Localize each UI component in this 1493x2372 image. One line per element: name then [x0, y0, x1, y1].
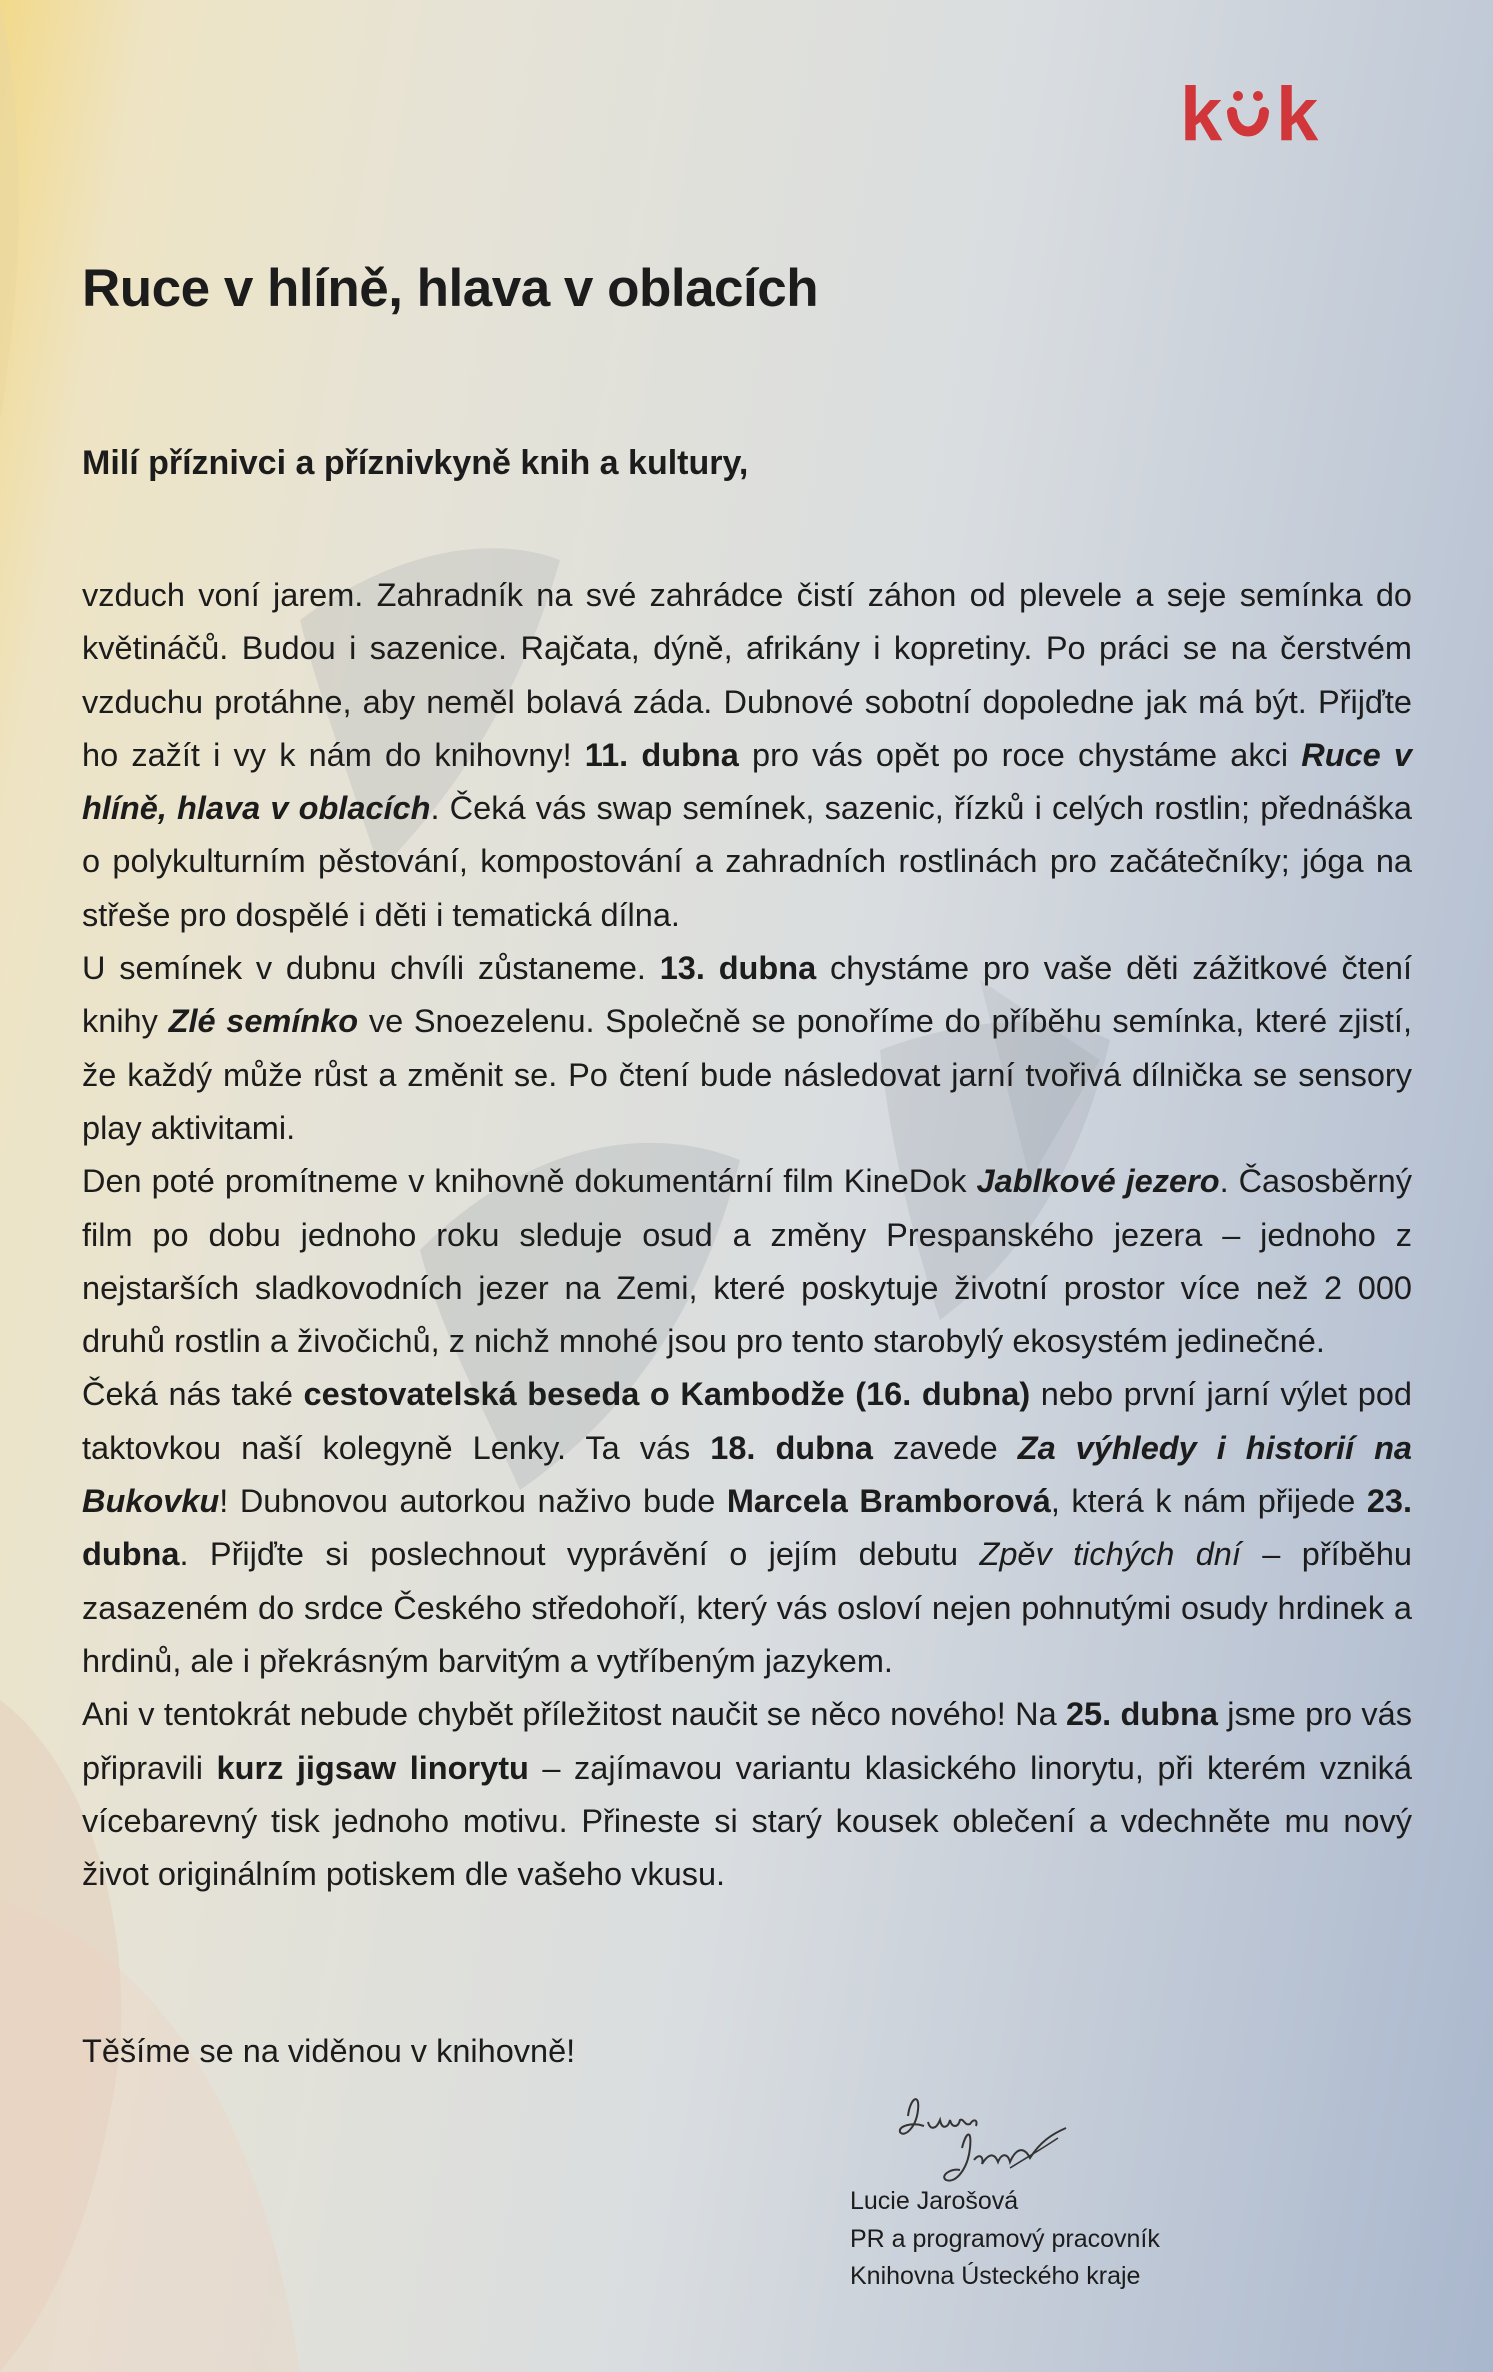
- signer-organization: Knihovna Ústeckého kraje: [850, 2262, 1141, 2290]
- greeting: Milí příznivci a příznivkyně knih a kultury,: [82, 444, 749, 482]
- text-span: pro vás opět po roce chystáme akci: [738, 736, 1302, 773]
- event-date: 18. dubna: [710, 1429, 873, 1466]
- paragraph-travel-author-events: [82, 1368, 1412, 1688]
- kuk-logo-text-end: k: [1276, 78, 1319, 148]
- paragraph-reading-event: [82, 942, 1412, 1155]
- text-span: zavede: [872, 1429, 1018, 1466]
- smile-logo-icon: [1232, 112, 1264, 132]
- logo-eye-left: [1233, 91, 1243, 101]
- text-span: Den poté promítneme v knihovně dokumentární film KineDok: [82, 1163, 977, 1200]
- signer-name: Lucie Jarošová: [850, 2187, 1019, 2215]
- paragraph-workshop-event: [82, 1688, 1412, 1901]
- page-title: Ruce v hlíně, hlava v oblacích: [82, 259, 819, 318]
- letter-body: [82, 569, 1412, 1901]
- text-span: vzduch voní jarem. Zahradník na své zahrádce čistí záhon od plevele a seje semínka do květináčů. Budou i sazenice. Rajčata, dýně, afrikány i kopretiny. Po práci se na čerstvém vzduchu protáhne, aby neměl bolavá záda. Dubnové sobotní dopoledne jak má být. Přijďte ho zažít i vy k nám do knihovny!: [82, 577, 1412, 773]
- event-highlight: cestovatelská beseda o Kambodže (16. dubna): [303, 1376, 1031, 1413]
- text-span: , která k nám přijede: [1050, 1483, 1367, 1520]
- book-title: Zlé semínko: [168, 1003, 359, 1040]
- text-span: . Časosběrný film po dobu jednoho roku sleduje osud a změny Prespanského jezera – jednoho z nejstarších sladkovodních jezer na Zemi, které poskytuje životní prostor více než 2 000 druhů rostlin a živočichů, z nichž mnohé jsou pro tento starobylý ekosystém jedinečné.: [82, 1163, 1412, 1360]
- trip-title: Za výhledy i historií na Bukovku: [82, 1429, 1412, 1520]
- text-span: nebo první jarní výlet pod taktovkou naší kolegyně Lenky. Ta vás: [82, 1376, 1412, 1466]
- text-span: Čeká nás také: [82, 1376, 304, 1413]
- kuk-logo: [1180, 78, 1340, 148]
- kuk-logo-text: k: [1180, 78, 1223, 148]
- signer-role: PR a programový pracovník: [850, 2224, 1160, 2253]
- event-date: 25. dubna: [1065, 1696, 1218, 1733]
- text-span: . Čeká vás swap semínek, sazenic, řízků i celých rostlin; přednáška o polykulturním pěstování, kompostování a zahradních rostlinách pro začátečníky; jóga na střeše pro dospělé i děti i tematická dílna.: [82, 790, 1412, 933]
- text-span: ! Dubnovou autorkou naživo bude: [219, 1483, 727, 1520]
- logo-eye-right: [1253, 91, 1263, 101]
- event-title: Ruce v hlíně, hlava v oblacích: [82, 736, 1412, 827]
- text-span: – příběhu zasazeném do srdce Českého středohoří, který vás osloví nejen pohnutými osudy hrdinek a hrdinů, ale i překrásným barvitým a vytříbeným jazykem.: [82, 1536, 1412, 1679]
- paragraph-garden-event: [82, 569, 1412, 942]
- workshop-title: kurz jigsaw linorytu: [216, 1749, 529, 1786]
- film-title: Jablkové jezero: [976, 1163, 1220, 1200]
- closing-line: Těšíme se na viděnou v knihovně!: [82, 2033, 576, 2069]
- paragraph-film-event: [82, 1155, 1412, 1368]
- event-date: 11. dubna: [584, 736, 739, 773]
- event-date: 13. dubna: [659, 950, 817, 987]
- text-span: Ani v tentokrát nebude chybět příležitost naučit se něco nového! Na: [82, 1696, 1066, 1733]
- signature-block: [850, 2183, 1160, 2296]
- text-span: jsme pro vás připravili: [82, 1696, 1412, 1786]
- text-span: chystáme pro vaše děti zážitkové čtení knihy: [82, 950, 1412, 1040]
- text-span: ve Snoezelenu. Společně se ponoříme do příběhu semínka, které zjistí, že každý může růst a změnit se. Po čtení bude následovat jarní tvořivá dílnička se sensory play aktivitami.: [82, 1003, 1412, 1146]
- author-name: Marcela Bramborová: [726, 1483, 1051, 1520]
- event-date: 23. dubna: [82, 1483, 1412, 1573]
- book-title: Zpěv tichých dní: [979, 1536, 1241, 1573]
- text-span: – zajímavou variantu klasického linorytu, při kterém vzniká vícebarevný tisk jednoho motivu. Přineste si starý kousek oblečení a vdechněte mu nový život originálním potiskem dle vašeho vkusu.: [82, 1749, 1412, 1893]
- text-span: . Přijďte si poslechnout vyprávění o jejím debutu: [179, 1536, 980, 1573]
- text-span: U semínek v dubnu chvíli zůstaneme.: [82, 950, 660, 987]
